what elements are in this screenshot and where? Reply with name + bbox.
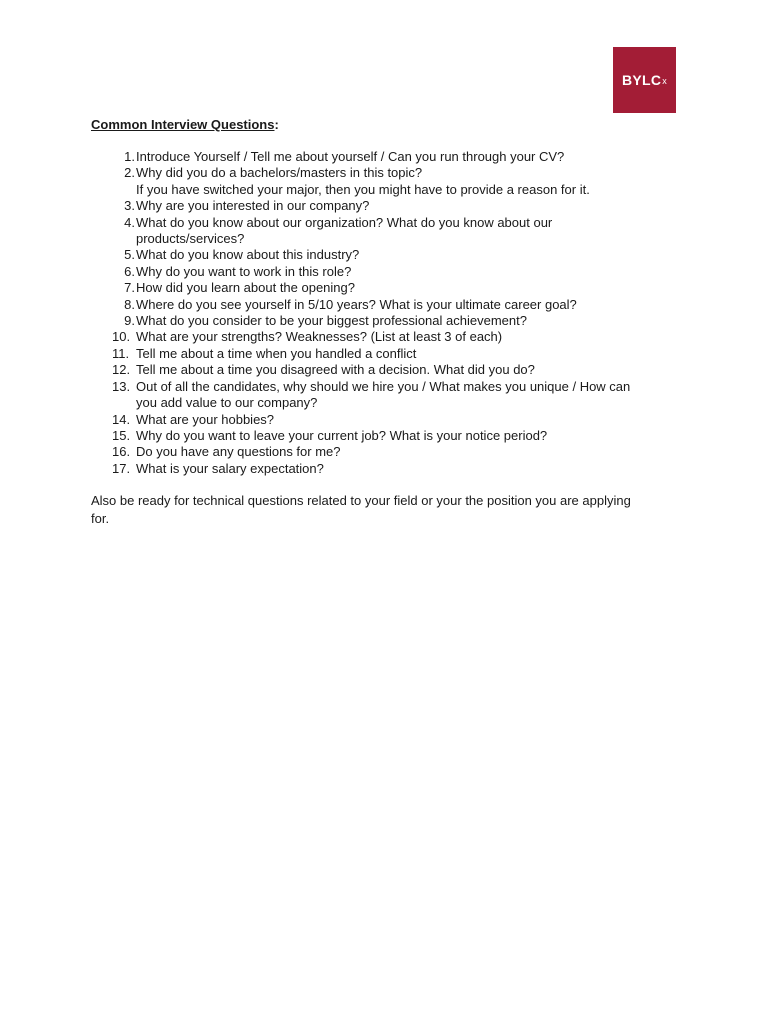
question-item [91,313,681,329]
question-item [91,346,681,362]
question-number: 9. [124,313,135,329]
question-line: What are your strengths? Weaknesses? (List at least 3 of each) [136,329,503,345]
heading-colon: : [274,117,279,132]
question-text [135,149,681,165]
question-text [135,362,681,378]
question-item [91,329,681,345]
logo-text: BYLC [621,72,662,88]
question-text [135,379,681,412]
question-list [91,149,681,477]
question-number: 7. [124,280,135,296]
logo-suffix: x [662,76,668,86]
question-number: 4. [124,214,135,230]
question-text [135,329,681,345]
bylc-logo [613,47,676,113]
page-heading [91,116,279,133]
question-line: What is your salary expectation? [136,460,324,476]
question-line: Do you have any questions for me? [136,444,341,460]
question-item [91,280,681,296]
closing-note [91,492,681,528]
question-item [91,428,681,444]
question-text [135,461,681,477]
question-number: 5. [124,247,135,263]
question-number: 14. [112,411,131,427]
question-number: 16. [112,444,131,460]
question-number: 13. [112,378,131,394]
question-item [91,165,681,198]
question-number: 3. [124,198,135,214]
question-line: Introduce Yourself / Tell me about yourself / Can you run through your CV? [136,149,565,164]
question-line: What are your hobbies? [136,411,275,427]
question-text [135,247,681,263]
question-text [135,444,681,460]
question-text [135,297,681,313]
question-item [91,149,681,165]
question-number: 6. [124,263,135,279]
question-item [91,198,681,214]
question-number: 17. [112,460,131,476]
question-line: Why did you do a bachelors/masters in this topic? [136,165,423,181]
question-item [91,362,681,378]
question-line: Tell me about a time you disagreed with a decision. What did you do? [136,362,535,378]
question-line: you add value to our company? [136,395,318,411]
question-text [135,280,681,296]
question-line: What do you know about this industry? [136,247,360,263]
question-number: 1. [124,149,135,164]
question-item [91,461,681,477]
question-text [135,198,681,214]
question-line: Why are you interested in our company? [136,198,370,214]
question-item [91,297,681,313]
question-item [91,247,681,263]
question-text [135,313,681,329]
question-item [91,215,681,248]
question-text [135,165,681,198]
question-text [135,412,681,428]
question-number: 8. [124,296,135,312]
question-number: 2. [124,165,135,181]
question-line: What do you know about our organization? What do you know about our [136,214,553,230]
closing-line: for. [91,511,110,526]
question-text [135,215,681,248]
question-item [91,264,681,280]
heading-title: Common Interview Questions [91,117,275,132]
question-item [91,379,681,412]
question-number: 11. [112,345,130,361]
question-line: Out of all the candidates, why should we hire you / What makes you unique / How can [136,378,631,394]
question-text [135,264,681,280]
closing-line: Also be ready for technical questions related to your field or your the position you are applying [91,493,631,508]
question-item [91,444,681,460]
question-text [135,346,681,362]
question-line: What do you consider to be your biggest professional achievement? [136,313,527,329]
question-text [135,428,681,444]
question-line: Where do you see yourself in 5/10 years? What is your ultimate career goal? [136,296,577,312]
question-line: products/services? [136,231,245,247]
question-line: Why do you want to work in this role? [136,263,352,279]
question-line: Tell me about a time when you handled a conflict [136,345,417,361]
question-item [91,412,681,428]
question-number: 12. [112,362,131,378]
question-line: How did you learn about the opening? [136,280,355,296]
question-number: 10. [112,329,131,345]
question-line: Why do you want to leave your current job? What is your notice period? [136,427,548,443]
question-number: 15. [112,427,131,443]
question-line: If you have switched your major, then you might have to provide a reason for it. [136,181,590,197]
